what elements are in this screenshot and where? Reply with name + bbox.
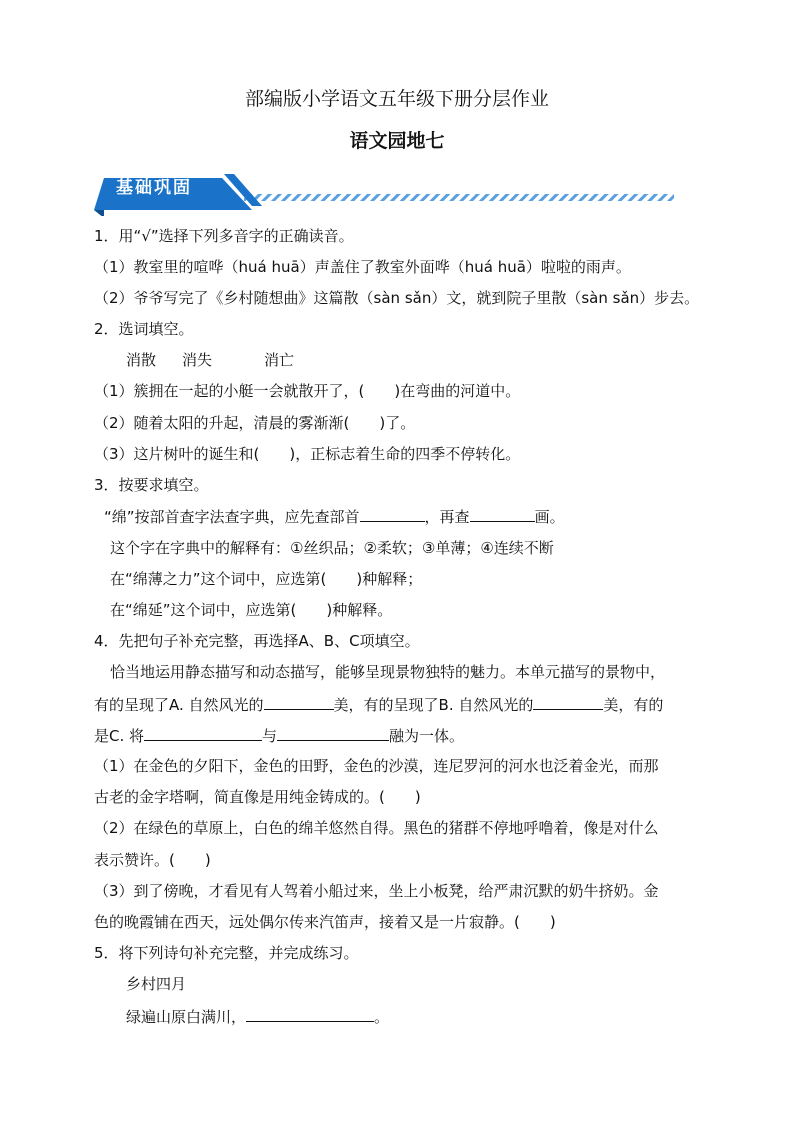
section-label: 基础巩固 [116, 178, 192, 198]
q2-word-options [126, 350, 294, 370]
q1-item1: （1）教室里的喧哗（huá huā）声盖住了教室外面哗（huá huā）啦啦的雨声。 [94, 258, 631, 276]
q3-line1-text: ，再查 [424, 508, 470, 526]
answer-blank[interactable] [246, 1006, 374, 1022]
q4-item1-line2: 古老的金字塔啊，简直像是用纯金铸成的。( ) [94, 788, 421, 806]
page-title: 部编版小学语文五年级下册分层作业 [244, 88, 549, 110]
q4-para3 [94, 725, 464, 746]
poem-title: 乡村四月 [126, 975, 187, 993]
lesson-title: 语文园地七 [349, 130, 445, 152]
answer-blank[interactable] [360, 506, 425, 522]
q4-item2-line2: 表示赞许。( ) [94, 851, 211, 869]
q4-para2-text: 美，有的 [603, 696, 664, 714]
q4-item2-line1: （2）在绿色的草原上，白色的绵羊悠然自得。黑色的猪群不停地呼噜着，像是对什么 [94, 819, 659, 837]
q4-para2-text: 美，有的呈现了B. 自然风光的 [333, 696, 534, 714]
poem-line1 [126, 1006, 389, 1027]
q3-line3: 在“绵薄之力”这个词中，应选第( )种解释； [110, 570, 423, 588]
q4-para2-text: 有的呈现了A. 自然风光的 [94, 696, 264, 714]
q4-para2 [94, 694, 663, 715]
q4-item1-line1: （1）在金色的夕阳下，金色的田野，金色的沙漠，连尼罗河的河水也泛着金光，而那 [94, 757, 659, 775]
q2-item3: （3）这片树叶的诞生和( )，正标志着生命的四季不停转化。 [94, 445, 521, 463]
q4-item3-line2: 色的晚霞铺在西天，远处偶尔传来汽笛声，接着又是一片寂静。( ) [94, 913, 556, 931]
answer-blank[interactable] [144, 725, 262, 741]
q2-item1: （1）簇拥在一起的小艇一会就散开了，( )在弯曲的河道中。 [94, 382, 521, 400]
answer-blank[interactable] [470, 506, 535, 522]
q2-stem: 2．选词填空。 [94, 320, 194, 338]
q2-option: 消散 [126, 351, 157, 369]
q4-para3-text: 是C. 将 [94, 727, 145, 745]
q3-line2: 这个字在字典中的解释有：①丝织品；②柔软；③单薄；④连续不断 [110, 539, 554, 557]
answer-blank[interactable] [533, 694, 603, 710]
q3-line4: 在“绵延”这个词中，应选第( )种解释。 [110, 601, 393, 619]
answer-blank[interactable] [277, 725, 389, 741]
q2-option: 消失 [182, 351, 213, 369]
q3-line1-text: “绵”按部首查字法查字典，应先查部首 [104, 508, 360, 526]
poem-line1-text: 。 [374, 1008, 390, 1026]
q2-item2: （2）随着太阳的升起，清晨的雾渐渐( )了。 [94, 414, 416, 432]
q1-item2: （2）爷爷写完了《乡村随想曲》这篇散（sàn sǎn）文，就到院子里散（sàn sǎn）步去。 [94, 289, 700, 307]
q1-stem: 1．用“√”选择下列多音字的正确读音。 [94, 227, 354, 245]
answer-blank[interactable] [264, 694, 334, 710]
q4-para3-text: 与 [262, 727, 278, 745]
q3-line1 [104, 506, 565, 527]
q4-item3-line1: （3）到了傍晚，才看见有人驾着小船过来，坐上小板凳，给严肃沉默的奶牛挤奶。金 [94, 882, 659, 900]
section-banner [94, 170, 694, 216]
q3-stem: 3．按要求填空。 [94, 476, 209, 494]
q3-line1-text: 画。 [534, 508, 565, 526]
poem-line1-text: 绿遍山原白满川， [126, 1008, 247, 1026]
q4-stem: 4．先把句子补充完整，再选择A、B、C项填空。 [94, 632, 420, 650]
q4-para1: 恰当地运用静态描写和动态描写，能够呈现景物独特的魅力。本单元描写的景物中， [110, 663, 666, 681]
q4-para3-text: 融为一体。 [389, 727, 465, 745]
q2-option: 消亡 [264, 351, 295, 369]
q5-stem: 5．将下列诗句补充完整，并完成练习。 [94, 944, 359, 962]
